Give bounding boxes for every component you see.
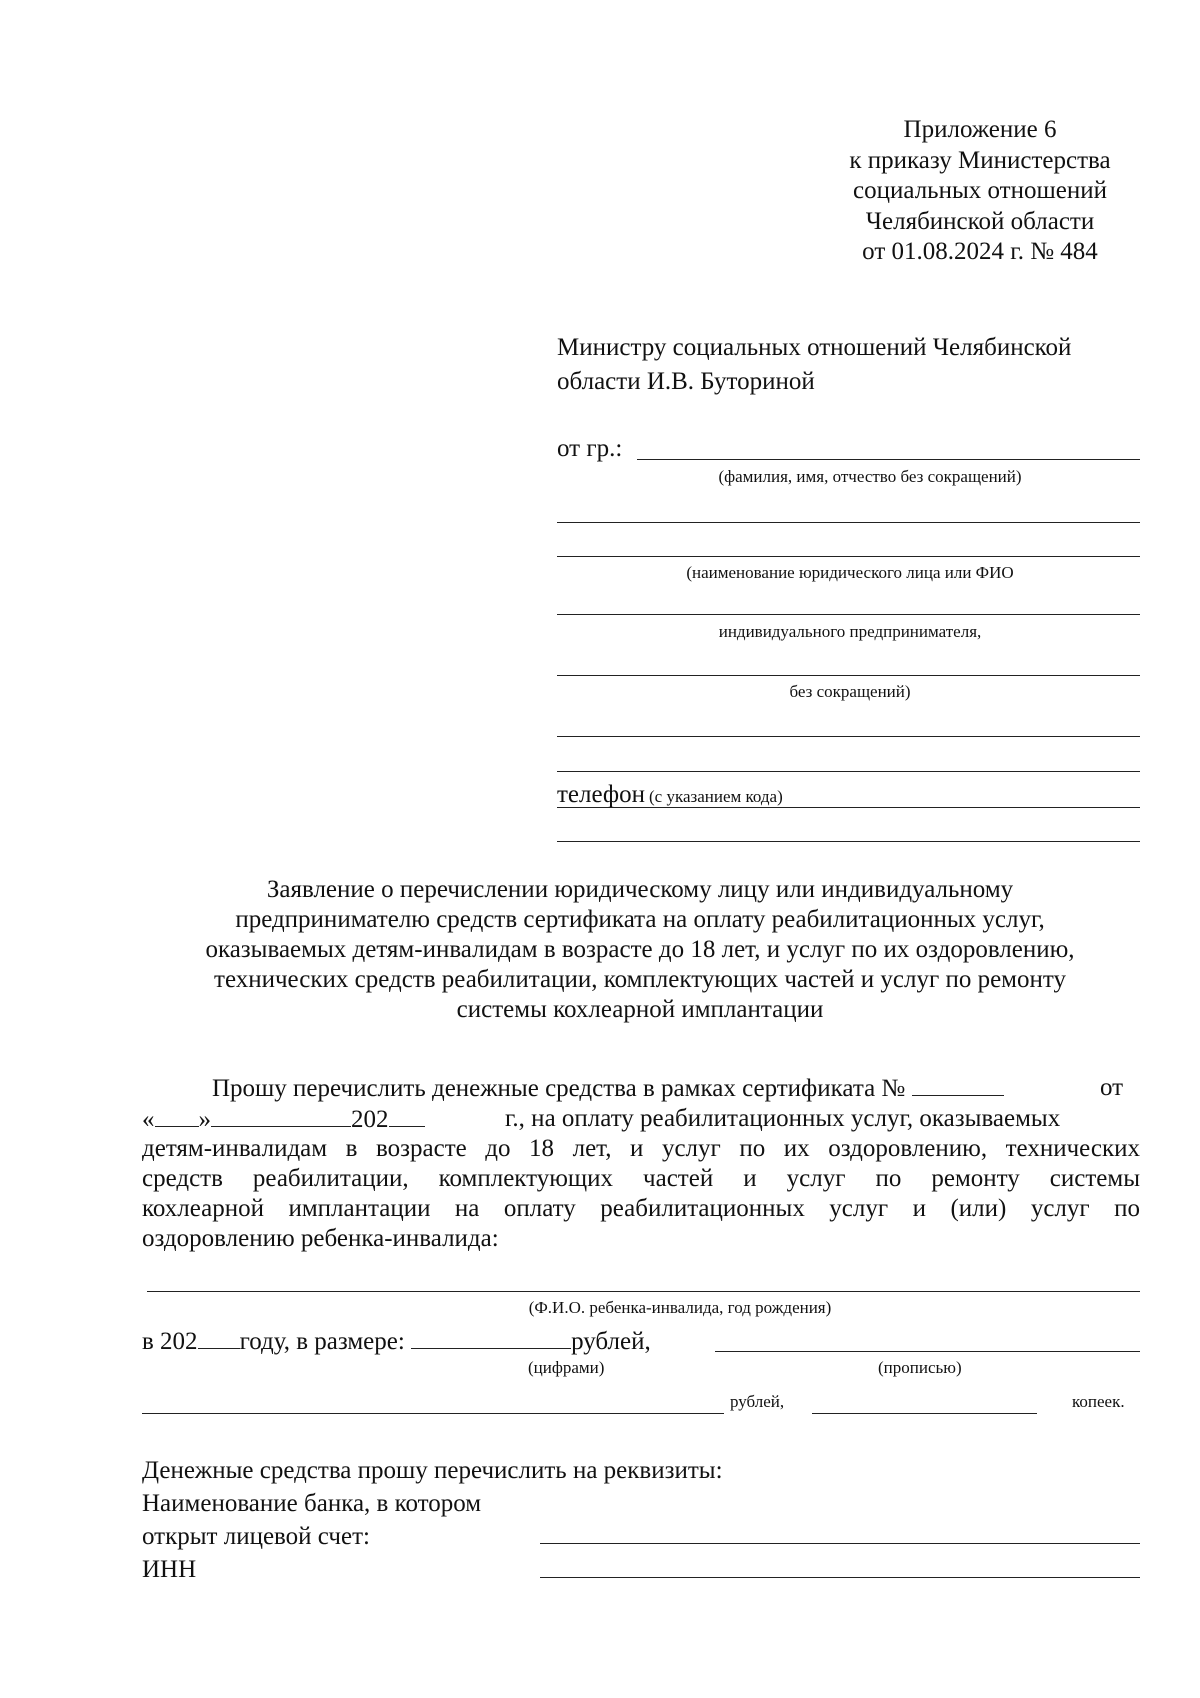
title-line: оказываемых детям-инвалидам в возрасте до 18 лет, и услуг по их оздоровлению, <box>205 936 1075 963</box>
child-fio-input-line[interactable] <box>147 1291 1140 1292</box>
title-line: системы кохлеарной имплантации <box>456 996 824 1023</box>
kop-label: копеек. <box>1072 1392 1125 1411</box>
legal-hint-1: (наименование юридического лица или ФИО <box>686 563 1014 582</box>
phone-label-row <box>557 780 783 810</box>
legal-hint-2: индивидуального предпринимателя, <box>718 622 982 641</box>
annex-line: Челябинской области <box>865 207 1095 235</box>
body-line-2-rest: г., на оплату реабилитационных услуг, оказываемых <box>505 1105 1061 1132</box>
body-line-3: детям-инвалидам в возрасте до 18 лет, и услуг по их оздоровлению, технических <box>142 1135 1140 1162</box>
requisites-intro: Денежные средства прошу перечислить на реквизиты: <box>142 1457 723 1484</box>
addressee-line-1: Министру социальных отношений Челябинской <box>557 334 1072 361</box>
year-prefix: 202 <box>351 1106 389 1133</box>
day-field[interactable] <box>155 1104 199 1127</box>
bank-input-line[interactable] <box>540 1543 1140 1544</box>
legal-hint-3: без сокращений) <box>789 682 911 701</box>
year-suffix-field[interactable] <box>389 1104 425 1127</box>
annex-line: от 01.08.2024 г. № 484 <box>862 238 1098 265</box>
title-line: технических средств реабилитации, комплектующих частей и услуг по ремонту <box>214 966 1066 993</box>
quote-open: « <box>142 1106 155 1133</box>
title-line: предпринимателю средств сертификата на оплату реабилитационных услуг, <box>235 906 1045 933</box>
amount-rub: рублей, <box>571 1328 651 1355</box>
annex-line: к приказу Министерства <box>849 146 1111 174</box>
digits-hint: (цифрами) <box>528 1358 605 1377</box>
legal-input-line-4[interactable] <box>557 736 1140 737</box>
amount-year-prefix: в 202 <box>142 1328 198 1355</box>
account-label: открыт лицевой счет: <box>142 1523 370 1550</box>
body-line-4: средств реабилитации, комплектующих частей и услуг по ремонту системы <box>142 1165 1140 1192</box>
kopeck-input-line[interactable] <box>812 1413 1037 1414</box>
amount-line <box>142 1326 651 1357</box>
amount-year-field[interactable] <box>198 1326 240 1349</box>
bank-name-label: Наименование банка, в котором <box>142 1490 482 1517</box>
addressee-line-2: области И.В. Буториной <box>557 368 815 395</box>
month-field[interactable] <box>211 1104 351 1127</box>
quote-close: » <box>198 1106 211 1133</box>
body-line-6: оздоровлению ребенка-инвалида: <box>142 1225 499 1252</box>
amount-words-input-line-2[interactable] <box>142 1413 724 1414</box>
amount-mid: году, в размере: <box>239 1328 405 1355</box>
phone-input-line-2[interactable] <box>557 841 1140 842</box>
amount-digits-field[interactable] <box>411 1326 571 1349</box>
fio-hint: (фамилия, имя, отчество без сокращений) <box>718 467 1022 486</box>
legal-input-line-3[interactable] <box>557 675 1140 676</box>
legal-input-line-1[interactable] <box>557 556 1140 557</box>
phone-input-line[interactable] <box>557 807 1140 808</box>
phone-hint: (с указанием кода) <box>648 787 783 806</box>
phone-label: телефон <box>557 781 645 808</box>
inn-input-line[interactable] <box>540 1577 1140 1578</box>
inn-label: ИНН <box>142 1556 197 1583</box>
amount-words-input-line[interactable] <box>715 1351 1140 1352</box>
from-word: от <box>1100 1074 1124 1101</box>
legal-input-line-5[interactable] <box>557 771 1140 772</box>
annex-line: социальных отношений <box>853 177 1107 204</box>
statement-title <box>140 875 1140 1025</box>
annex-line: Приложение 6 <box>903 116 1057 143</box>
annex-block <box>800 115 1160 268</box>
rub-label-2: рублей, <box>730 1392 785 1411</box>
fio-input-line-2[interactable] <box>557 522 1140 523</box>
words-hint: (прописью) <box>878 1358 962 1377</box>
request-text: Прошу перечислить денежные средства в рамках сертификата № <box>212 1075 906 1102</box>
child-fio-hint: (Ф.И.О. ребенка-инвалида, год рождения) <box>528 1298 832 1317</box>
title-line: Заявление о перечислении юридическому лицу или индивидуальному <box>266 876 1014 903</box>
legal-input-line-2[interactable] <box>557 614 1140 615</box>
from-label: от гр.: <box>557 435 623 462</box>
fio-input-line[interactable] <box>637 459 1140 460</box>
body-line-5: кохлеарной имплантации на оплату реабилитационных услуг и (или) услуг по <box>142 1195 1140 1222</box>
body-line-1 <box>212 1073 1004 1104</box>
certificate-number-field[interactable] <box>912 1073 1004 1096</box>
body-line-2 <box>142 1104 425 1135</box>
